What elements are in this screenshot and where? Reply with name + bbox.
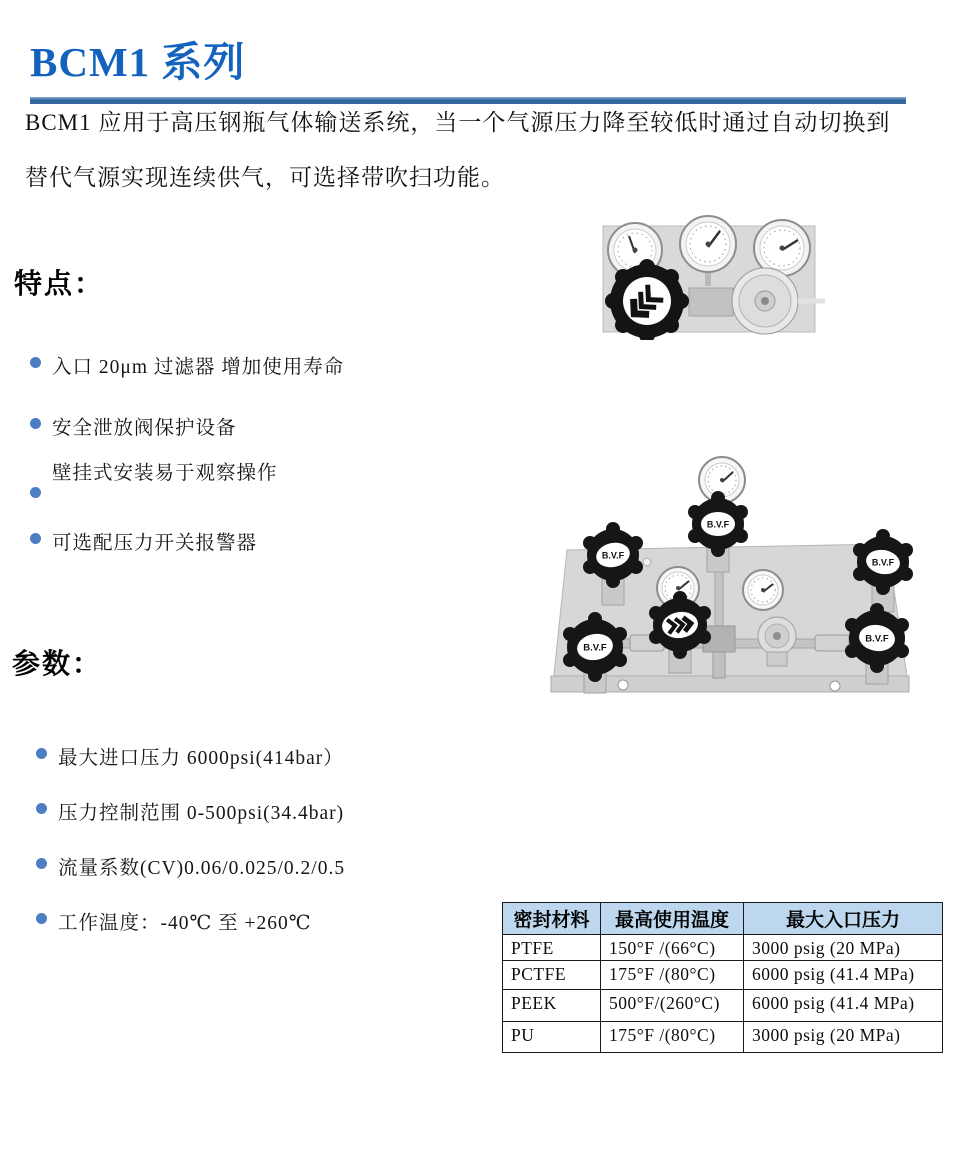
table-cell: PTFE xyxy=(503,935,601,961)
table-cell: 6000 psig (41.4 MPa) xyxy=(744,990,943,1022)
bullet-icon xyxy=(30,487,41,498)
page-title: BCM1 系列 xyxy=(30,39,246,85)
table-cell: 175°F /(80°C) xyxy=(601,1022,744,1053)
feature-text: 壁挂式安装易于观察操作 xyxy=(52,463,278,484)
bullet-icon xyxy=(36,858,47,869)
feature-item xyxy=(30,351,344,379)
parameter-text: 工作温度：-40℃ 至 +260℃ xyxy=(58,913,312,934)
feature-item xyxy=(30,412,237,440)
table-header-cell: 最高使用温度 xyxy=(601,903,744,935)
bullet-icon xyxy=(36,748,47,759)
bullet-icon xyxy=(30,533,41,544)
table-cell: 500°F/(260°C) xyxy=(601,990,744,1022)
intro-line-2: 替代气源实现连续供气，可选择带吹扫功能。 xyxy=(25,165,505,190)
table-cell: 175°F /(80°C) xyxy=(601,961,744,990)
svg-text:B.V.F: B.V.F xyxy=(706,519,730,530)
table-row xyxy=(503,990,943,1022)
bullet-icon xyxy=(30,357,41,368)
svg-text:B.V.F: B.V.F xyxy=(865,633,889,645)
title-rule xyxy=(30,97,906,104)
svg-text:B.V.F: B.V.F xyxy=(871,557,895,568)
table-cell: PCTFE xyxy=(503,961,601,990)
svg-text:B.V.F: B.V.F xyxy=(583,642,607,654)
feature-text: 可选配压力开关报警器 xyxy=(52,533,258,554)
pressure-gauge-icon xyxy=(743,570,783,610)
table-cell: 3000 psig (20 MPa) xyxy=(744,935,943,961)
bullet-icon xyxy=(36,913,47,924)
table-cell: 6000 psig (41.4 MPa) xyxy=(744,961,943,990)
table-header-cell: 最大入口压力 xyxy=(744,903,943,935)
table-cell: 3000 psig (20 MPa) xyxy=(744,1022,943,1053)
parameter-text: 流量系数(CV)0.06/0.025/0.2/0.5 xyxy=(58,858,346,879)
product-photo-manifold-panel xyxy=(535,438,920,700)
intro-line-1: BCM1 应用于高压钢瓶气体输送系统，当一个气源压力降至较低时通过自动切换到 xyxy=(25,110,891,135)
feature-item xyxy=(30,457,278,485)
parameter-item xyxy=(36,852,345,880)
feature-text: 安全泄放阀保护设备 xyxy=(52,418,237,439)
product-photo-changeover-regulator xyxy=(589,198,829,340)
table-header-row xyxy=(503,903,943,935)
table-header-cell: 密封材料 xyxy=(503,903,601,935)
parameter-text: 压力控制范围 0-500psi(34.4bar) xyxy=(58,803,345,824)
table-cell: 150°F /(66°C) xyxy=(601,935,744,961)
feature-text: 入口 20μm 过滤器 增加使用寿命 xyxy=(52,357,345,378)
table-cell: PEEK xyxy=(503,990,601,1022)
parameter-item xyxy=(36,907,312,935)
features-heading: 特点： xyxy=(14,269,105,300)
table-row xyxy=(503,935,943,961)
selector-knob-icon xyxy=(605,259,689,340)
parameters-heading: 参数： xyxy=(12,649,103,680)
table-row xyxy=(503,961,943,990)
table-row xyxy=(503,1022,943,1053)
parameter-text: 最大进口压力 6000psi(414bar） xyxy=(58,748,344,769)
bullet-icon xyxy=(36,803,47,814)
feature-item xyxy=(30,527,257,555)
table-cell: PU xyxy=(503,1022,601,1053)
spec-table xyxy=(502,902,943,1053)
parameter-item xyxy=(36,797,344,825)
parameter-item xyxy=(36,742,344,770)
bullet-icon xyxy=(30,418,41,429)
svg-text:B.V.F: B.V.F xyxy=(601,550,625,561)
manifold-block xyxy=(689,288,733,316)
